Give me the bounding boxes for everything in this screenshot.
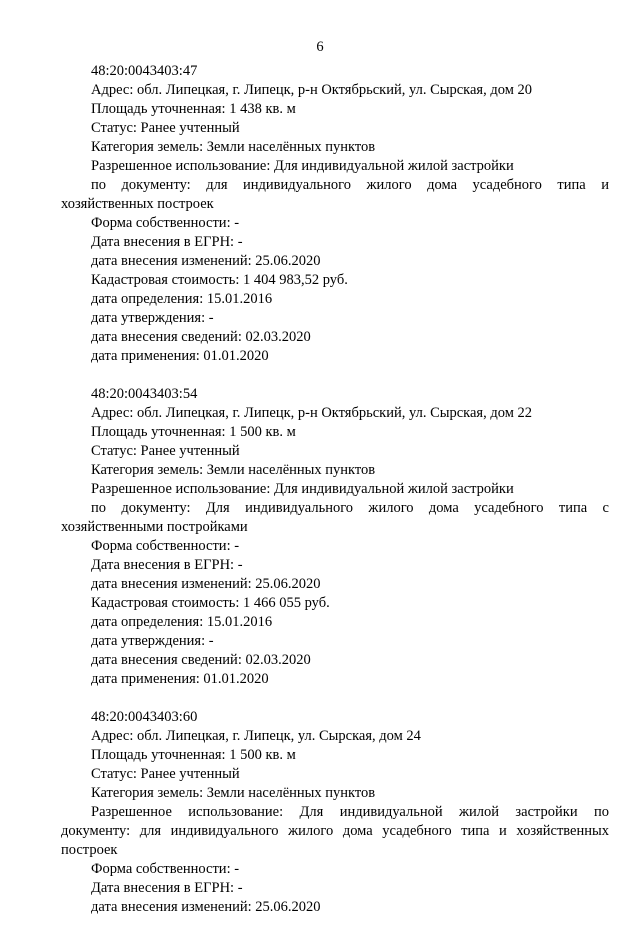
- cadastral-record: [61, 62, 609, 366]
- record-line: Площадь уточненная: 1 500 кв. м: [91, 747, 296, 763]
- record-line: дата утверждения: -: [91, 310, 214, 326]
- record-line: дата внесения изменений: 25.06.2020: [91, 253, 321, 269]
- record-line: Кадастровая стоимость: 1 466 055 руб.: [91, 595, 330, 611]
- record-line: Адрес: обл. Липецкая, г. Липецк, р-н Октябрьский, ул. Сырская, дом 22: [91, 405, 532, 421]
- page-number: 6: [316, 39, 324, 55]
- record-line: по документу: для индивидуального жилого дома усадебного типа и: [91, 177, 609, 193]
- cadastral-number: 48:20:0043403:47: [91, 63, 198, 79]
- record-line: построек: [61, 842, 118, 858]
- record-line: Дата внесения в ЕГРН: -: [91, 557, 243, 573]
- record-line: Категория земель: Земли населённых пунктов: [91, 462, 376, 478]
- record-line: Форма собственности: -: [91, 538, 240, 554]
- record-line: документу: для индивидуального жилого дома усадебного типа и хозяйственных: [61, 823, 609, 839]
- record-line: Разрешенное использование: Для индивидуальной жилой застройки: [91, 481, 514, 497]
- record-line: дата применения: 01.01.2020: [91, 671, 269, 687]
- record-line: дата утверждения: -: [91, 633, 214, 649]
- document-body: [61, 62, 609, 936]
- record-line: дата определения: 15.01.2016: [91, 614, 273, 630]
- record-line: Статус: Ранее учтенный: [91, 766, 240, 782]
- record-line: Статус: Ранее учтенный: [91, 443, 240, 459]
- cadastral-record: [61, 708, 609, 917]
- cadastral-number: 48:20:0043403:54: [91, 386, 198, 402]
- record-line: по документу: Для индивидуального жилого дома усадебного типа с: [91, 500, 609, 516]
- record-line: хозяйственными постройками: [61, 519, 248, 535]
- record-line: хозяйственных построек: [61, 196, 214, 212]
- record-line: Разрешенное использование: Для индивидуальной жилой застройки по: [91, 804, 609, 820]
- record-line: Кадастровая стоимость: 1 404 983,52 руб.: [91, 272, 348, 288]
- record-line: дата внесения сведений: 02.03.2020: [91, 652, 311, 668]
- record-line: Дата внесения в ЕГРН: -: [91, 234, 243, 250]
- record-line: Форма собственности: -: [91, 861, 240, 877]
- record-line: Дата внесения в ЕГРН: -: [91, 880, 243, 896]
- record-line: Разрешенное использование: Для индивидуальной жилой застройки: [91, 158, 514, 174]
- record-line: дата внесения изменений: 25.06.2020: [91, 576, 321, 592]
- record-line: Площадь уточненная: 1 438 кв. м: [91, 101, 296, 117]
- record-line: Адрес: обл. Липецкая, г. Липецк, р-н Октябрьский, ул. Сырская, дом 20: [91, 82, 532, 98]
- cadastral-number: 48:20:0043403:60: [91, 709, 198, 725]
- record-line: Площадь уточненная: 1 500 кв. м: [91, 424, 296, 440]
- record-line: Категория земель: Земли населённых пунктов: [91, 785, 376, 801]
- record-line: дата определения: 15.01.2016: [91, 291, 273, 307]
- record-line: Статус: Ранее учтенный: [91, 120, 240, 136]
- record-line: Форма собственности: -: [91, 215, 240, 231]
- record-line: дата внесения сведений: 02.03.2020: [91, 329, 311, 345]
- record-line: дата применения: 01.01.2020: [91, 348, 269, 364]
- record-line: Категория земель: Земли населённых пунктов: [91, 139, 376, 155]
- record-line: Адрес: обл. Липецкая, г. Липецк, ул. Сырская, дом 24: [91, 728, 421, 744]
- cadastral-record: [61, 385, 609, 689]
- record-line: дата внесения изменений: 25.06.2020: [91, 899, 321, 915]
